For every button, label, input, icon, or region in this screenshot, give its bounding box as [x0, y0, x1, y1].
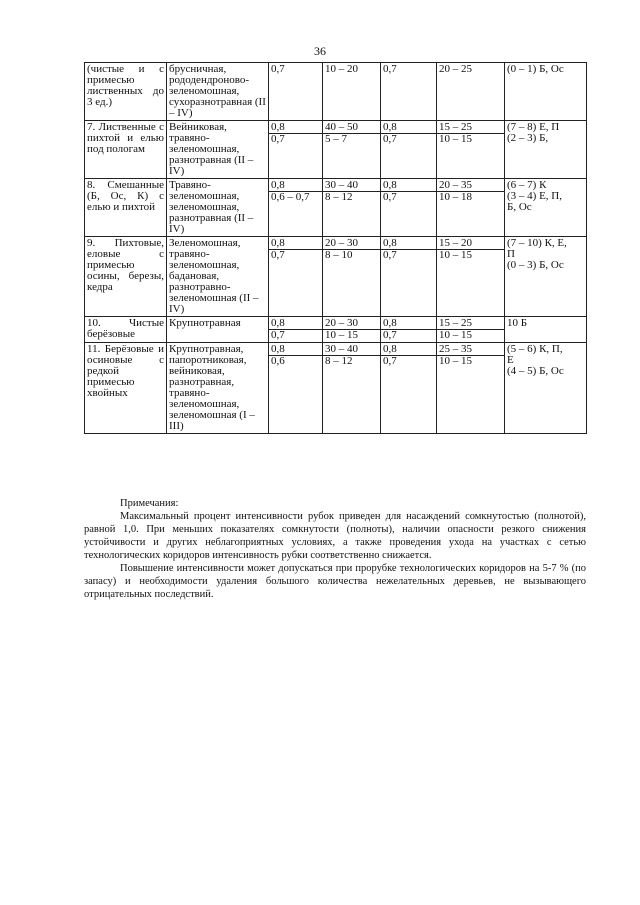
intensity-cell: [381, 317, 437, 343]
table-row: [85, 237, 587, 317]
cell-line: 5 – 7: [323, 133, 380, 145]
table-row: [85, 63, 587, 121]
range-cell: [323, 121, 381, 179]
cell-line: 40 – 50: [325, 121, 358, 133]
cell-line: (4 – 5) Б, Ос: [507, 365, 564, 377]
forest-type-cell: Крупнотравная, папоротниковая, вейниковая, разнотравная, травяно-зеленомошная, зеленомошная (I – III): [167, 343, 269, 434]
cell-line: 0,7: [381, 249, 436, 261]
cell-line: 0,7: [381, 133, 436, 145]
intensity-cell: [269, 179, 323, 237]
composition-cell: [505, 179, 587, 237]
cell-line: 15 – 25: [439, 317, 472, 329]
cell-line: 10 – 18: [437, 191, 504, 203]
cell-line: (0 – 1) Б, Ос: [507, 63, 564, 75]
cell-line: 30 – 40: [325, 343, 358, 355]
cell-line: 10 – 15: [437, 329, 504, 341]
composition-cell: [505, 121, 587, 179]
range-cell: [323, 343, 381, 434]
forest-thinning-table: [84, 62, 587, 434]
forest-group-cell: 10. Чистые берёзовые: [85, 317, 167, 343]
cell-line: (7 – 8) Е, П: [507, 121, 560, 133]
cell-line: 0,6 – 0,7: [269, 191, 322, 203]
composition-cell: [505, 237, 587, 317]
cell-line: 10 – 15: [437, 355, 504, 367]
forest-group-cell: (чистые и с примесью лиственных до 3 ед.): [85, 63, 167, 121]
intensity-cell: [269, 237, 323, 317]
cell-line: 0,7: [271, 63, 285, 75]
cell-line: 0,8: [383, 179, 397, 191]
forest-type-cell: Травяно-зеленомошная, зеленомошная, разнотравная (II – IV): [167, 179, 269, 237]
cell-line: 0,8: [271, 179, 285, 191]
forest-group-cell: 7. Лиственные с пихтой и елью под пологам: [85, 121, 167, 179]
cell-line: 25 – 35: [439, 343, 472, 355]
range-cell: [323, 317, 381, 343]
table-row: [85, 179, 587, 237]
forest-type-cell: Вейниковая, травяно-зеленомошная, разнотравная (II – IV): [167, 121, 269, 179]
cell-line: 0,7: [381, 191, 436, 203]
intensity-cell: [381, 179, 437, 237]
cell-line: 10 – 15: [437, 133, 504, 145]
cell-line: 20 – 30: [325, 237, 358, 249]
table-row: [85, 343, 587, 434]
cell-line: 10 – 15: [437, 249, 504, 261]
cell-line: 0,7: [383, 63, 397, 75]
cell-line: 10 Б: [507, 317, 528, 329]
intensity-cell: [269, 121, 323, 179]
cell-line: (6 – 7) К: [507, 179, 547, 191]
composition-cell: [505, 317, 587, 343]
forest-type-cell: Крупнотравная: [167, 317, 269, 343]
range-cell: [437, 343, 505, 434]
cell-line: 0,8: [271, 121, 285, 133]
cell-line: 0,7: [269, 133, 322, 145]
cell-line: 0,6: [269, 355, 322, 367]
composition-cell: [505, 343, 587, 434]
forest-type-cell: брусничная, рододендроново-зеленомошная, сухоразнотравная (II – IV): [167, 63, 269, 121]
range-cell: [323, 63, 381, 121]
range-cell: [437, 237, 505, 317]
intensity-cell: [381, 343, 437, 434]
range-cell: [323, 237, 381, 317]
cell-line: 0,7: [381, 329, 436, 341]
cell-line: (0 – 3) Б, Ос: [507, 259, 564, 271]
range-cell: [437, 179, 505, 237]
cell-line: 15 – 20: [439, 237, 472, 249]
notes: [84, 497, 586, 601]
cell-line: (2 – 3) Б,: [507, 132, 549, 144]
cell-line: 0,8: [271, 317, 285, 329]
forest-group-cell: 8. Смешанные (Б, Ос, К) с елью и пихтой: [85, 179, 167, 237]
cell-line: 0,8: [271, 237, 285, 249]
cell-line: (5 – 6) К, П,: [507, 343, 563, 355]
intensity-cell: [269, 343, 323, 434]
cell-line: 8 – 12: [323, 191, 380, 203]
cell-line: 8 – 10: [323, 249, 380, 261]
cell-line: 0,7: [381, 355, 436, 367]
cell-line: 0,7: [269, 249, 322, 261]
cell-line: 0,8: [271, 343, 285, 355]
forest-group-cell: 11. Берёзовые и осиновые с редкой примесью хвойных: [85, 343, 167, 434]
cell-line: 0,8: [383, 121, 397, 133]
cell-line: 8 – 12: [323, 355, 380, 367]
intensity-cell: [381, 121, 437, 179]
intensity-cell: [269, 317, 323, 343]
cell-line: 30 – 40: [325, 179, 358, 191]
cell-line: 0,8: [383, 343, 397, 355]
cell-line: Е: [507, 354, 514, 366]
table-row: [85, 121, 587, 179]
intensity-cell: [269, 63, 323, 121]
page-number: 36: [314, 44, 326, 58]
range-cell: [323, 179, 381, 237]
cell-line: (3 – 4) Е, П,: [507, 190, 562, 202]
range-cell: [437, 317, 505, 343]
composition-cell: [505, 63, 587, 121]
cell-line: П: [507, 248, 515, 260]
cell-line: 20 – 35: [439, 179, 472, 191]
cell-line: 20 – 30: [325, 317, 358, 329]
range-cell: [437, 63, 505, 121]
notes-paragraph: Максимальный процент интенсивности рубок приведен для насаждений сомкнутостью (полнотой), равной 1,0. При меньших показателях сомкнутости (полноты), наличии опасности резкого снижения устойчивости и других неблагоприятных условиях, а также проведения ухода на участках с сетью технологических коридоров интенсивность рубки соответственно снижается.: [84, 511, 586, 561]
intensity-cell: [381, 237, 437, 317]
cell-line: (7 – 10) К, Е,: [507, 237, 567, 249]
notes-paragraph: Повышение интенсивности может допускаться при прорубке технологических коридоров на 5-7 % (по запасу) и необходимости удаления большого количества нежелательных деревьев, не вызывающего отрицательных последствий.: [84, 563, 586, 600]
cell-line: 20 – 25: [439, 63, 472, 75]
cell-line: 0,7: [269, 329, 322, 341]
table-row: [85, 317, 587, 343]
cell-line: 10 – 15: [323, 329, 380, 341]
cell-line: 15 – 25: [439, 121, 472, 133]
cell-line: Б, Ос: [507, 201, 532, 213]
cell-line: 0,8: [383, 237, 397, 249]
cell-line: 10 – 20: [325, 63, 358, 75]
intensity-cell: [381, 63, 437, 121]
forest-type-cell: Зеленомошная, травяно-зеленомошная, бадановая, разнотравно-зеленомошная (II – IV): [167, 237, 269, 317]
notes-title: Примечания:: [120, 498, 179, 509]
forest-group-cell: 9. Пихтовые, еловые с примесью осины, березы, кедра: [85, 237, 167, 317]
cell-line: 0,8: [383, 317, 397, 329]
range-cell: [437, 121, 505, 179]
